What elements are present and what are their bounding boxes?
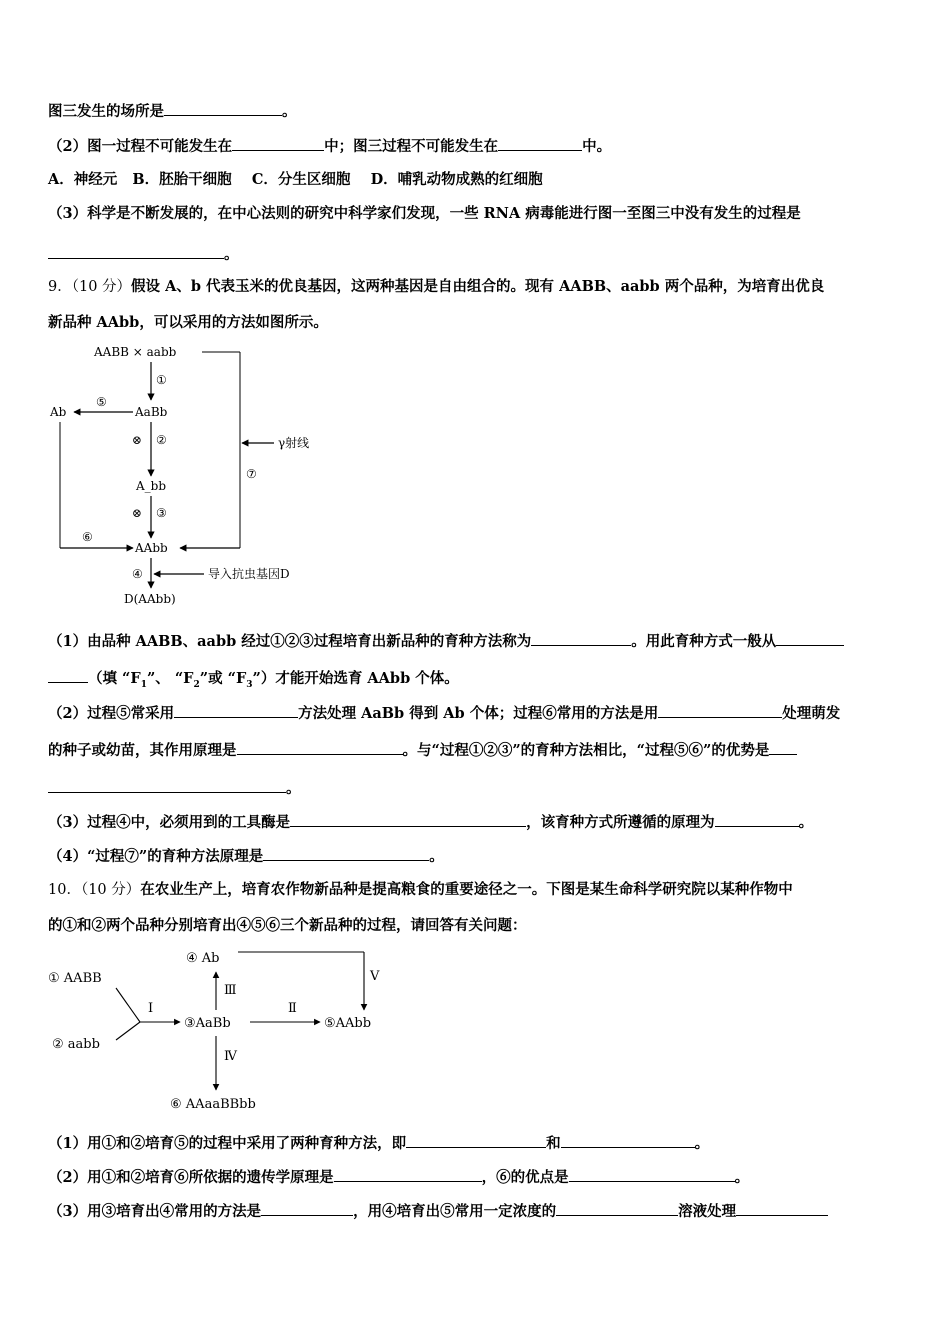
text: （2）过程⑤常采用 <box>48 705 175 722</box>
text: （2）用①和②培育⑥所依据的遗传学原理是 <box>48 1169 334 1186</box>
question-number: 10．（10 分） <box>48 882 141 898</box>
q9-sub-2-cont <box>48 740 797 761</box>
text: 。 <box>282 103 297 120</box>
text: 。 <box>286 780 301 797</box>
parent-1: ① AABB <box>48 971 102 986</box>
roman-IV: Ⅳ <box>224 1049 237 1064</box>
answer-blank[interactable] <box>290 812 526 827</box>
q10-sub-2 <box>48 1167 749 1188</box>
answer-blank[interactable] <box>769 740 797 755</box>
answer-blank[interactable] <box>261 1201 353 1216</box>
step-3: ③ <box>156 506 167 520</box>
step-7: ⑦ <box>246 467 257 481</box>
text: （填 “F <box>88 670 141 687</box>
branch-upper <box>116 988 140 1022</box>
insert-label: 导入抗虫基因D <box>208 567 290 581</box>
node-5: ⑤AAbb <box>324 1016 372 1031</box>
step-6: ⑥ <box>82 530 93 544</box>
text: 在农业生产上，培育农作物新品种是提高粮食的重要途径之一。下图是某生命科学研究院以某种作物中 <box>140 881 793 898</box>
f1-label: AaBb <box>135 405 168 419</box>
q10-sub-3 <box>48 1201 828 1222</box>
text: 中；图三过程不可能发生在 <box>324 138 499 155</box>
answer-blank[interactable] <box>263 846 429 861</box>
text: ”或 “F <box>199 670 247 687</box>
text: 假设 A、b 代表玉米的优良基因，这两种基因是自由组合的。现有 AABB、aabb 两个品种，为培育出优良 <box>131 278 825 295</box>
q9-sub-1-cont <box>48 668 459 695</box>
q8-options: A．神经元 B．胚胎干细胞 C．分生区细胞 D．哺乳动物成熟的红细胞 <box>48 171 543 188</box>
q9-sub-3 <box>48 812 813 833</box>
answer-blank[interactable] <box>715 812 799 827</box>
q8-part-3-answer <box>48 244 239 265</box>
answer-blank[interactable] <box>776 631 844 646</box>
roman-III: Ⅲ <box>224 983 237 998</box>
text: （3）过程④中，必须用到的工具酶是 <box>48 814 291 831</box>
step-4: ④ <box>132 567 143 581</box>
q9-stem-2: 新品种 AAbb，可以采用的方法如图所示。 <box>48 314 328 331</box>
question-number: 9．（10 分） <box>48 279 132 295</box>
text: 。 <box>224 246 239 263</box>
text: 。 <box>429 848 444 865</box>
roman-I: Ⅰ <box>148 1001 154 1016</box>
text: 。 <box>694 1135 710 1152</box>
text: ，⑥的优点是 <box>481 1169 569 1186</box>
answer-blank[interactable] <box>736 1201 828 1216</box>
answer-blank[interactable] <box>334 1167 482 1182</box>
text: 。 <box>734 1169 750 1186</box>
answer-blank[interactable] <box>48 668 88 683</box>
q8-line-1 <box>48 101 297 122</box>
text: ”）才能开始选育 AAbb 个体。 <box>252 670 459 687</box>
step-1: ① <box>156 373 167 387</box>
text: 和 <box>546 1135 561 1152</box>
q10-stem-1 <box>48 880 793 900</box>
text: （2）图一过程不可能发生在 <box>48 138 233 155</box>
subscript: 2 <box>193 679 200 690</box>
text: 。 <box>798 814 814 831</box>
node-3: ③AaBb <box>184 1016 231 1031</box>
q8-part-3: （3）科学是不断发展的，在中心法则的研究中科学家们发现，一些 RNA 病毒能进行图一至图三中没有发生的过程是 <box>48 205 801 222</box>
q10-stem-2: 的①和②两个品种分别培育出④⑤⑥三个新品种的过程，请回答有关问题： <box>48 917 527 934</box>
answer-blank[interactable] <box>531 631 631 646</box>
answer-blank[interactable] <box>498 136 582 151</box>
roman-II: Ⅱ <box>288 1001 297 1016</box>
answer-blank[interactable] <box>556 1201 678 1216</box>
answer-blank[interactable] <box>48 244 224 259</box>
answer-blank[interactable] <box>174 703 298 718</box>
q10-sub-1 <box>48 1133 709 1154</box>
text: （3）用③培育出④常用的方法是 <box>48 1203 262 1220</box>
parents-label: AABB × aabb <box>94 345 177 359</box>
node-6: ⑥ AAaaBBbb <box>170 1097 256 1112</box>
text: ，该育种方式所遵循的原理为 <box>526 814 715 831</box>
answer-blank[interactable] <box>237 740 403 755</box>
q10-breeding-diagram <box>44 942 404 1114</box>
step-2: ② <box>156 433 167 447</box>
text: 溶液处理 <box>678 1203 737 1220</box>
answer-blank[interactable] <box>561 1133 695 1148</box>
selfing-3: ⊗ <box>132 506 143 520</box>
text: 的种子或幼苗，其作用原理是 <box>48 742 237 759</box>
answer-blank[interactable] <box>569 1167 735 1182</box>
gamma-label: γ射线 <box>278 436 310 450</box>
text: 。与“过程①②③”的育种方法相比，“过程⑤⑥”的优势是 <box>402 742 770 759</box>
answer-blank[interactable] <box>232 136 324 151</box>
text: 。用此育种方式一般从 <box>631 633 777 650</box>
roman-V: Ⅴ <box>370 969 380 984</box>
target-label: AAbb <box>135 541 168 555</box>
text: 图三发生的场所是 <box>48 103 164 120</box>
node-4: ④ Ab <box>186 951 220 966</box>
text: （1）由品种 AABB、aabb 经过①②③过程培育出新品种的育种方法称为 <box>48 633 532 650</box>
text: ，用④培育出⑤常用一定浓度的 <box>353 1203 557 1220</box>
q9-breeding-diagram <box>44 340 344 612</box>
f2-label: A_bb <box>136 479 167 493</box>
final-label: D(AAbb) <box>124 592 176 606</box>
answer-blank[interactable] <box>406 1133 546 1148</box>
step-5: ⑤ <box>96 395 107 409</box>
text: （1）用①和②培育⑤的过程中采用了两种育种方法，即 <box>48 1135 407 1152</box>
q9-sub-2 <box>48 703 840 724</box>
q9-stem-1 <box>48 277 824 297</box>
answer-blank[interactable] <box>164 101 282 116</box>
text: 中。 <box>582 138 612 155</box>
text: 方法处理 AaBb 得到 Ab 个体；过程⑥常用的方法是用 <box>298 705 659 722</box>
subscript: 1 <box>140 679 147 690</box>
haploid-label: Ab <box>50 405 67 419</box>
q9-sub-4 <box>48 846 444 867</box>
q9-sub-1 <box>48 631 844 652</box>
q8-part-2 <box>48 136 611 157</box>
text: ”、 “F <box>146 670 194 687</box>
answer-blank[interactable] <box>658 703 782 718</box>
text: （4）“过程⑦”的育种方法原理是 <box>48 848 264 865</box>
parent-2: ② aabb <box>52 1037 100 1052</box>
branch-lower <box>116 1022 140 1040</box>
selfing-2: ⊗ <box>132 433 143 447</box>
text: 处理萌发 <box>782 705 841 722</box>
answer-blank[interactable] <box>48 778 286 793</box>
q9-sub-2-answer <box>48 778 301 799</box>
subscript: 3 <box>246 679 253 690</box>
